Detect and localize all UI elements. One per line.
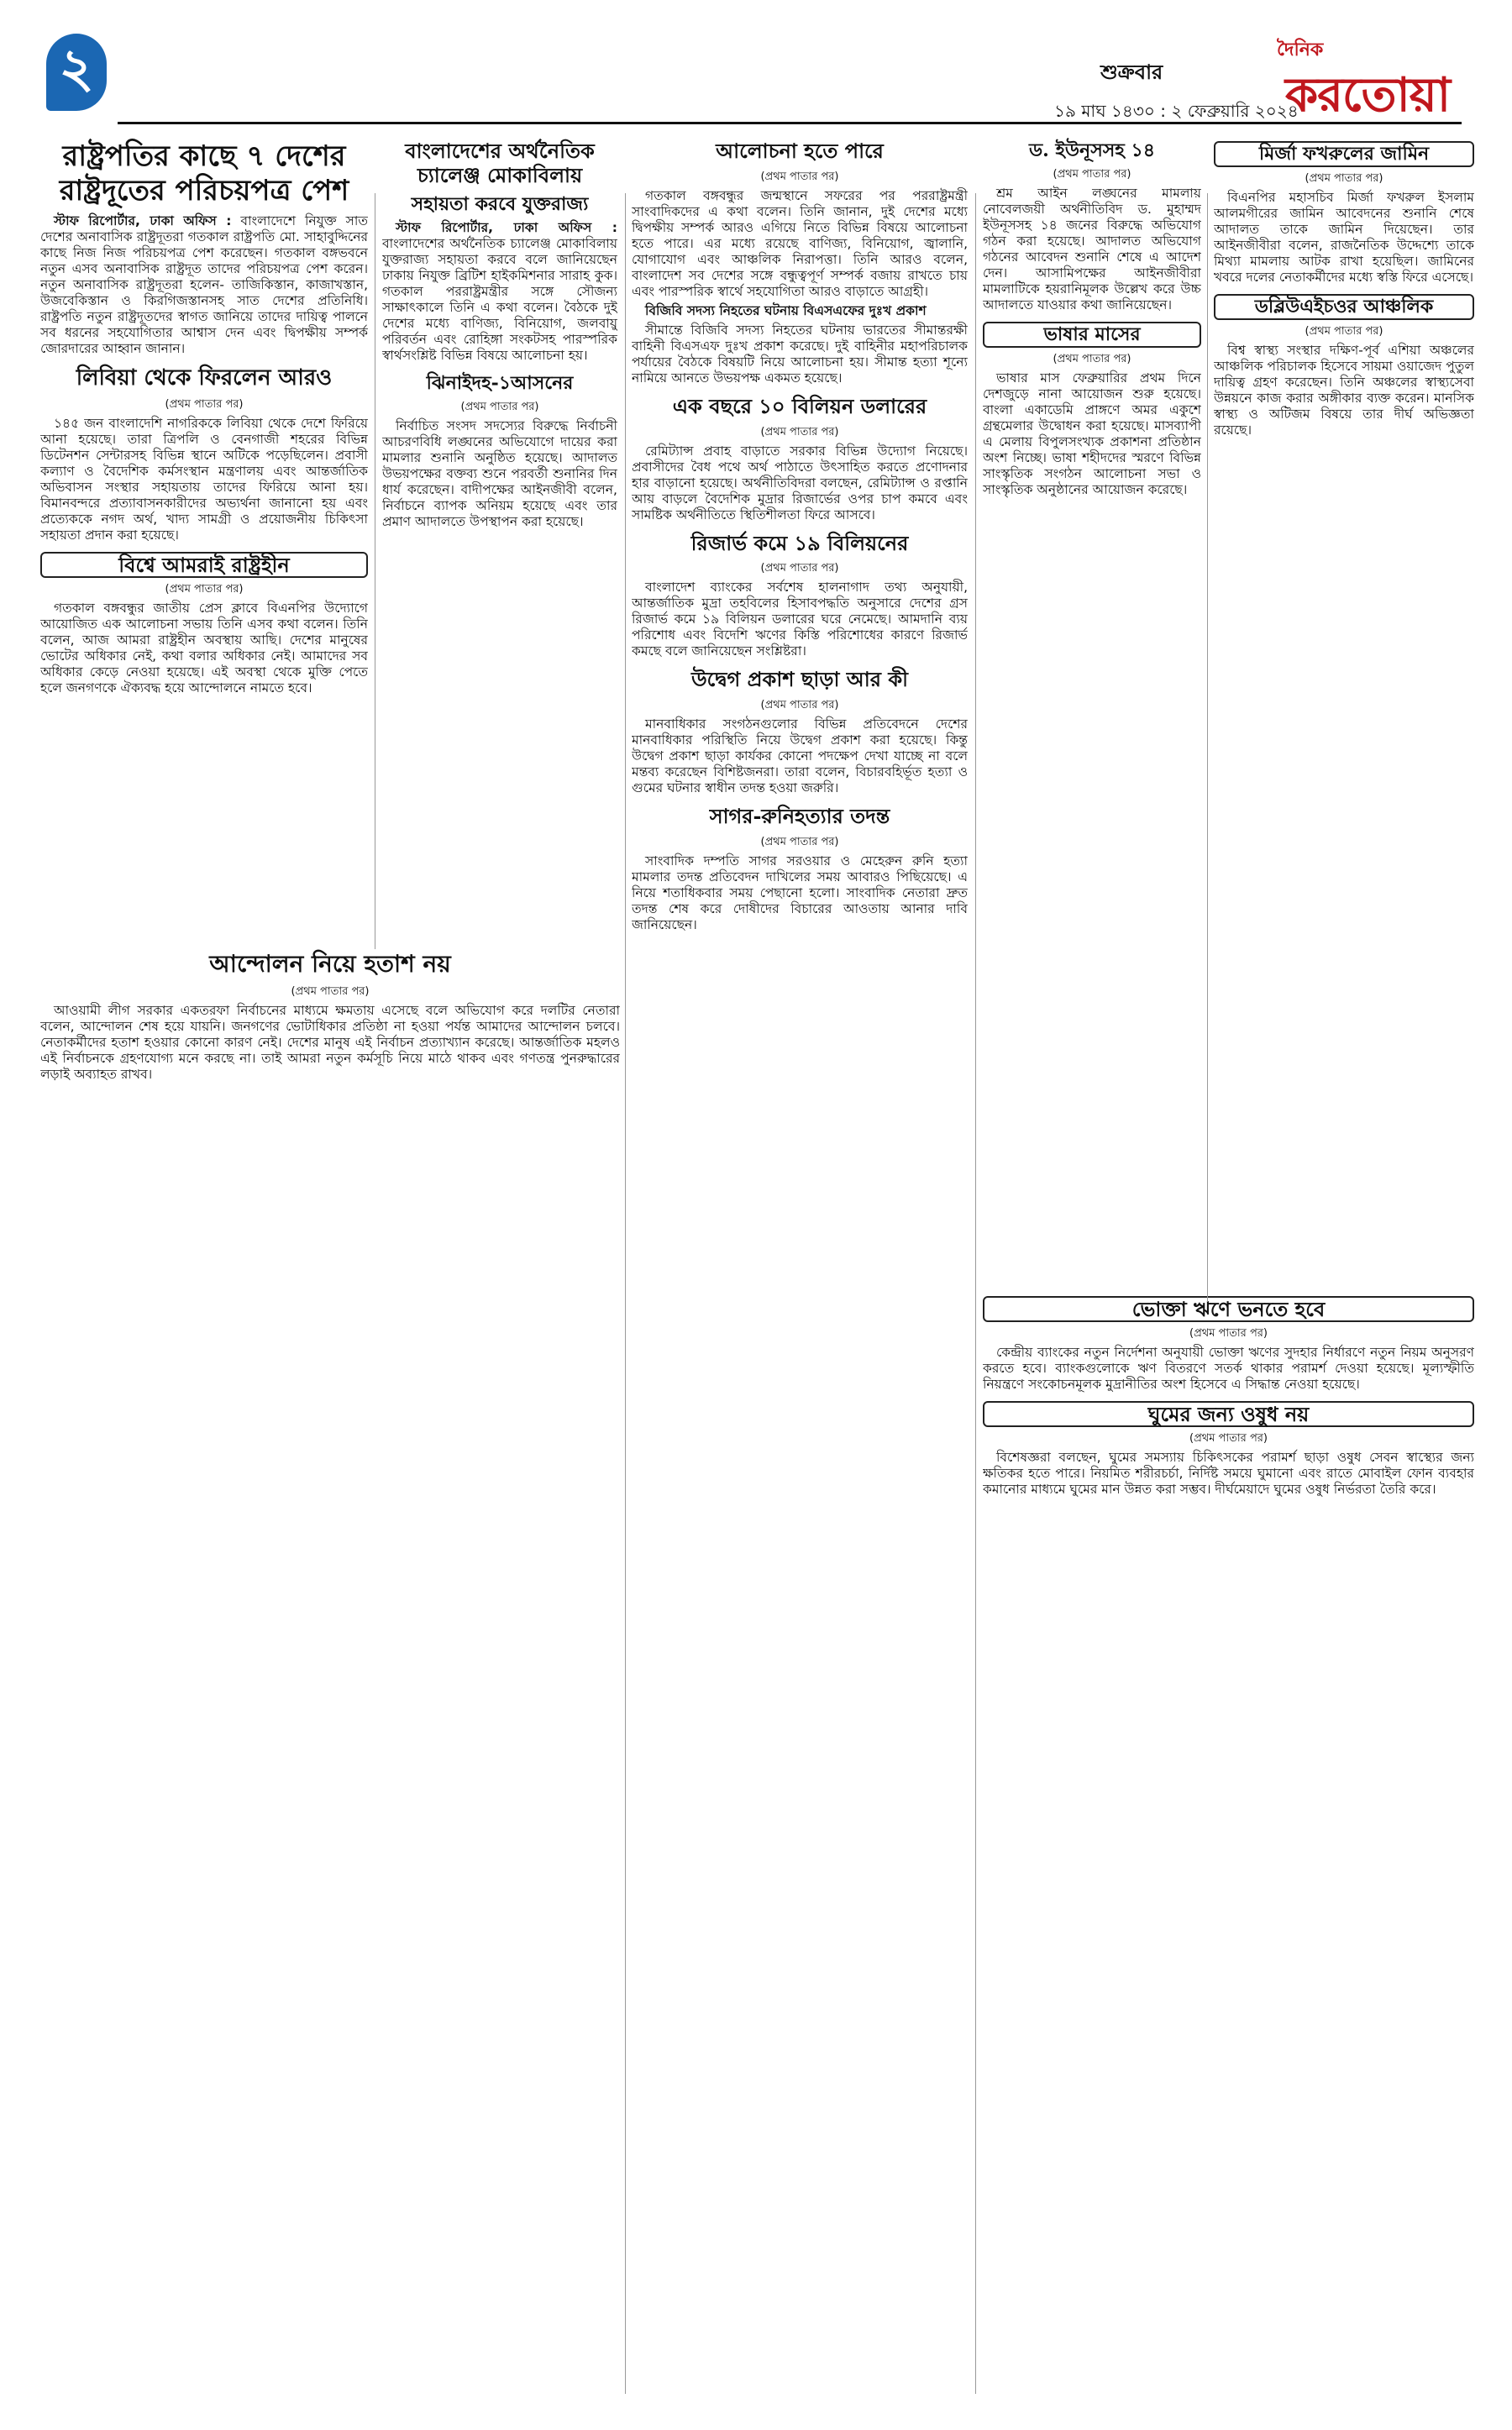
continuation-label: (প্রথম পাতার পর) — [760, 170, 839, 183]
article-yunus — [983, 139, 1201, 313]
column-divider — [625, 193, 626, 2394]
headline: রিজার্ভ কমে ১৯ বিলিয়নের — [690, 530, 909, 555]
article-body: বিএনপির মহাসচিব মির্জা ফখরুল ইসলাম আলমগীরের জামিন আবেদনের শুনানি শেষে আদালত তাকে জামিন দিয়েছেন। তার আইনজীবীরা বলেন, রাজনৈতিক উদ্দেশ্যে তাকে মিথ্যা মামলায় আটক রাখা হয়েছিল। জামিনের খবরে দলের নেতাকর্মীদের মধ্যে স্বস্তি ফিরে এসেছে। — [1214, 190, 1474, 285]
article-body: বিশ্ব স্বাস্থ্য সংস্থার দক্ষিণ-পূর্ব এশিয়া অঞ্চলের আঞ্চলিক পরিচালক হিসেবে সায়মা ওয়াজেদ পুতুল দায়িত্ব গ্রহণ করেছেন। তিনি অঞ্চলের স্বাস্থ্যসেবা উন্নয়নে কাজ করার অঙ্গীকার ব্যক্ত করেন। মানসিক স্বাস্থ্য ও অটিজম বিষয়ে তার দীর্ঘ অভিজ্ঞতা রয়েছে। — [1214, 343, 1474, 438]
logo-small-text: দৈনিক — [1277, 39, 1324, 60]
column-5 — [1214, 134, 1474, 1268]
article-body: বাংলাদেশ ব্যাংকের সর্বশেষ হালনাগাদ তথ্য অনুযায়ী, আন্তর্জাতিক মুদ্রা তহবিলের হিসাবপদ্ধতি অনুসারে দেশের গ্রস রিজার্ভ কমে ১৯ বিলিয়ন ডলারের ঘরে নেমেছে। আমদানি ব্যয় পরিশোধ এবং বিদেশি ঋণের কিস্তি পরিশোধের কারণে রিজার্ভ কমছে বলে জানিয়েছেন সংশ্লিষ্টরা। — [632, 580, 968, 659]
headline: ঘুমের জন্য ওষুধ নয় — [983, 1401, 1474, 1427]
article-body: বিশেষজ্ঞরা বলছেন, ঘুমের সমস্যায় চিকিৎসকের পরামর্শ ছাড়া ওষুধ সেবন স্বাস্থ্যের জন্য ক্ষতিকর হতে পারে। নিয়মিত শরীরচর্চা, নির্দিষ্ট সময়ে ঘুমানো এবং রাতে মোবাইল ফোন ব্যবহার কমানোর মাধ্যমে ঘুমের মান উন্নত করা সম্ভব। দীর্ঘমেয়াদে ঘুমের ওষুধ নির্ভরতা তৈরি করে। — [983, 1450, 1474, 1497]
article-body: নির্বাচিত সংসদ সদস্যের বিরুদ্ধে নির্বাচনী আচরণবিধি লঙ্ঘনের অভিযোগে দায়ের করা মামলার শুনানি অনুষ্ঠিত হয়েছে। আদালত উভয়পক্ষের বক্তব্য শুনে পরবর্তী শুনানির দিন ধার্য করেছেন। বাদীপক্ষের আইনজীবী বলেন, নির্বাচনে ব্যাপক অনিয়ম হয়েছে এবং তার প্রমাণ আদালতে উপস্থাপন করা হয়েছে। — [382, 418, 617, 530]
article-concern — [632, 668, 968, 796]
continuation-label: (প্রথম পাতার পর) — [1189, 1327, 1268, 1340]
column-divider — [975, 193, 976, 2394]
continuation-label: (প্রথম পাতার পর) — [1305, 172, 1383, 185]
headline: রাষ্ট্রপতির কাছে ৭ দেশের রাষ্ট্রদূতের পরিচয়পত্র পেশ — [59, 139, 349, 207]
headline: এক বছরে ১০ বিলিয়ন ডলারের — [672, 393, 927, 418]
article-body: শ্রম আইন লঙ্ঘনের মামলায় নোবেলজয়ী অর্থনীতিবিদ ড. মুহাম্মদ ইউনূসসহ ১৪ জনের বিরুদ্ধে অভিযোগ গঠন করা হয়েছে। আদালত অভিযোগ গঠনের আবেদন শুনানি শেষে এ আদেশ দেন। আসামিপক্ষের আইনজীবীরা মামলাটিকে হয়রানিমূলক উল্লেখ করে উচ্চ আদালতে যাওয়ার কথা জানিয়েছেন। — [983, 186, 1201, 313]
byline: স্টাফ রিপোর্টার, ঢাকা অফিস : — [396, 219, 617, 235]
article-movement — [40, 950, 620, 1083]
article-sleep — [983, 1401, 1474, 1498]
continuation-label: (প্রথম পাতার পর) — [1053, 168, 1131, 181]
article-body: কেন্দ্রীয় ব্যাংকের নতুন নির্দেশনা অনুযায়ী ভোক্তা ঋণের সুদহার নির্ধারণে নতুন নিয়ম অনুসরণ করতে হবে। ব্যাংকগুলোকে ঋণ বিতরণে সতর্ক থাকার পরামর্শ দেওয়া হয়েছে। মূল্যস্ফীতি নিয়ন্ত্রণে সংকোচনমূলক মুদ্রানীতির অংশ হিসেবে এ সিদ্ধান্ত নেওয়া হয়েছে। — [983, 1345, 1474, 1392]
article-reserve — [632, 532, 968, 660]
headline: ভোক্তা ঋণে ভনতে হবে — [983, 1296, 1474, 1322]
continuation-label: (প্রথম পাতার পর) — [165, 582, 244, 596]
masthead — [0, 0, 1512, 134]
headline: আলোচনা হতে পারে — [716, 139, 884, 163]
article-sagar-runi — [632, 805, 968, 933]
continuation-label: (প্রথম পাতার পর) — [1189, 1432, 1268, 1445]
article-body: বাংলাদেশের অর্থনৈতিক চ্যালেঞ্জ মোকাবিলায় যুক্তরাজ্য সহায়তা করবে বলে জানিয়েছেন ঢাকায় নিযুক্ত ব্রিটিশ হাইকমিশনার সারাহ কুক। গতকাল পররাষ্ট্রমন্ত্রীর সঙ্গে সৌজন্য সাক্ষাৎকালে তিনি এ কথা বলেন। বৈঠকে দুই দেশের মধ্যে বাণিজ্য, বিনিয়োগ, জলবায়ু পরিবর্তন এবং রোহিঙ্গা সংকটসহ পারস্পরিক স্বার্থসংশ্লিষ্ট বিভিন্ন বিষয়ে আলোচনা হয়। — [382, 235, 617, 363]
subsection-heading: বিজিবি সদস্য নিহতের ঘটনায় বিএসএফের দুঃখ প্রকাশ — [645, 302, 927, 318]
headline: ঝিনাইদহ-১আসনের — [426, 371, 574, 394]
article-body: গতকাল বঙ্গবন্ধুর জন্মস্থানে সফরের পর পররাষ্ট্রমন্ত্রী সাংবাদিকদের এ কথা বলেন। তিনি জানান, দুই দেশের মধ্যে দ্বিপক্ষীয় সম্পর্ক আরও এগিয়ে নিতে বিভিন্ন বিষয়ে আলোচনা হতে পারে। এর মধ্যে রয়েছে বাণিজ্য, বিনিয়োগ, জ্বালানি, যোগাযোগ এবং আঞ্চলিক নিরাপত্তা। তিনি আরও বলেন, বাংলাদেশ সব দেশের সঙ্গে বন্ধুত্বপূর্ণ সম্পর্ক বজায় রাখতে চায় এবং পারস্পরিক স্বার্থে সহযোগিতা আরও বাড়াতে আগ্রহী। — [632, 187, 968, 299]
page-number-badge: ২ — [46, 34, 107, 111]
subsection-body: সীমান্তে বিজিবি সদস্য নিহতের ঘটনায় ভারতের সীমান্তরক্ষী বাহিনী বিএসএফ দুঃখ প্রকাশ করেছে। দুই বাহিনীর মহাপরিচালক পর্যায়ের বৈঠকে বিষয়টি নিয়ে আলোচনা হয়। সীমান্ত হত্যা শূন্যে নামিয়ে আনতে উভয়পক্ষ একমত হয়েছে। — [632, 322, 968, 386]
article-body: আওয়ামী লীগ সরকার একতরফা নির্বাচনের মাধ্যমে ক্ষমতায় এসেছে বলে অভিযোগ করে দলটির নেতারা বলেন, আন্দোলন শেষ হয়ে যায়নি। জনগণের ভোটাধিকার প্রতিষ্ঠা না হওয়া পর্যন্ত আমাদের আন্দোলন চলবে। নেতাকর্মীদের হতাশ হওয়ার কোনো কারণ নেই। দেশের মানুষ এই নির্বাচন প্রত্যাখ্যান করেছে। আন্তর্জাতিক মহলও এই নির্বাচনকে গ্রহণযোগ্য মনে করছে না। তাই আমরা নতুন কর্মসূচি নিয়ে মাঠে থাকব এবং গণতন্ত্র পুনরুদ্ধারের লড়াই অব্যাহত রাখব। — [40, 1002, 620, 1082]
continuation-label: (প্রথম পাতার পর) — [165, 397, 244, 411]
headline: ডব্লিউএইচওর আঞ্চলিক — [1214, 294, 1474, 320]
article-language-month — [983, 322, 1201, 498]
continuation-label: (প্রথম পাতার পর) — [1053, 353, 1131, 366]
article-ten-billion — [632, 395, 968, 523]
headline: বিশ্বে আমরাই রাষ্ট্রহীন — [40, 552, 368, 578]
subheadline: সহায়তা করবে যুক্তরাজ্য — [411, 192, 589, 215]
continuation-label: (প্রথম পাতার পর) — [760, 699, 839, 712]
article-jhenaidah — [382, 372, 617, 530]
article-uk-support — [382, 139, 617, 364]
article-body: সাংবাদিক দম্পতি সাগর সরওয়ার ও মেহেরুন রুনি হত্যা মামলার তদন্ত প্রতিবেদন দাখিলের সময় আবারও পিছিয়েছে। এ নিয়ে শতাধিকবার সময় পেছানো হলো। সাংবাদিক নেতারা দ্রুত তদন্ত শেষ করে দোষীদের বিচারের আওতায় আনার দাবি জানিয়েছেন। — [632, 853, 968, 932]
continuation-label: (প্রথম পাতার পর) — [291, 984, 370, 998]
article-body: মানবাধিকার সংগঠনগুলোর বিভিন্ন প্রতিবেদনে দেশের মানবাধিকার পরিস্থিতি নিয়ে উদ্বেগ প্রকাশ করা হয়েছে। কিন্তু উদ্বেগ প্রকাশ ছাড়া কার্যকর কোনো পদক্ষেপ দেখা যাচ্ছে না বলে মন্তব্য করেছেন বিশিষ্টজনরা। তারা বলেন, বিচারবহির্ভূত হত্যা ও গুমের ঘটনার স্বাধীন তদন্ত হওয়া জরুরি। — [632, 716, 968, 796]
column-movement — [40, 945, 620, 2390]
article-body: বাংলাদেশে নিযুক্ত সাত দেশের অনাবাসিক রাষ্ট্রদূতরা গতকাল রাষ্ট্রপতি মো. সাহাবুদ্দিনের কাছে নিজ নিজ পরিচয়পত্র পেশ করেছেন। গতকাল বঙ্গভবনে নতুন এসব অনাবাসিক রাষ্ট্রদূত তাদের পরিচয়পত্র পেশ করেন। নতুন অনাবাসিক রাষ্ট্রদূতরা হলেন- তাজিকিস্তান, কাজাখস্তান, উজবেকিস্তান ও কিরগিজস্তানসহ সাত দেশের প্রতিনিধি। রাষ্ট্রপতি নতুন রাষ্ট্রদূতদের স্বাগত জানিয়ে তাদের দায়িত্ব পালনে সব ধরনের সহযোগিতার আশ্বাস দেন এবং দ্বিপক্ষীয় সম্পর্ক জোরদারের আহ্বান জানান। — [40, 213, 368, 356]
article-president-credentials — [40, 139, 368, 357]
continuation-label: (প্রথম পাতার পর) — [1305, 325, 1383, 338]
continuation-label: (প্রথম পাতার পর) — [760, 835, 839, 848]
article-libya-return — [40, 365, 368, 543]
article-body: ভাষার মাস ফেব্রুয়ারির প্রথম দিনে দেশজুড়ে নানা আয়োজন শুরু হয়েছে। বাংলা একাডেমি প্রাঙ্গণে অমর একুশে গ্রন্থমেলার উদ্বোধন করা হয়েছে। মাসব্যাপী এ মেলায় বিপুলসংখ্যক প্রকাশনা প্রতিষ্ঠান অংশ নিচ্ছে। ভাষা শহীদদের স্মরণে বিভিন্ন সাংস্কৃতিক সংগঠন আলোচনা সভা ও সাংস্কৃতিক অনুষ্ঠানের আয়োজন করেছে। — [983, 370, 1201, 498]
article-body: ১৪৫ জন বাংলাদেশি নাগরিককে লিবিয়া থেকে দেশে ফিরিয়ে আনা হয়েছে। তারা ত্রিপলি ও বেনগাজী শহরের বিভিন্ন ডিটেনশন সেন্টারসহ বিভিন্ন স্থানে অটিকে পড়েছিলেন। প্রবাসী কল্যাণ ও বৈদেশিক কর্মসংস্থান মন্ত্রণালয় এবং আন্তর্জাতিক অভিবাসন সংস্থার সহায়তায় তাদের ফিরিয়ে আনা হয়। বিমানবন্দরে প্রত্যাবাসনকারীদের অভ্যর্থনা জানানো হয় এবং প্রত্যেককে নগদ অর্থ, খাদ্য সামগ্রী ও প্রয়োজনীয় চিকিৎসা সহায়তা প্রদান করা হয়েছে। — [40, 415, 368, 543]
article-who-regional — [1214, 294, 1474, 438]
article-consumer-loan — [983, 1296, 1474, 1393]
column-3 — [632, 134, 968, 2402]
column-divider — [1207, 193, 1208, 1302]
issue-date: ১৯ মাঘ ১৪৩০ : ২ ফেব্রুয়ারি ২০২৪ — [1054, 101, 1299, 121]
column-2 — [382, 134, 617, 932]
column-4 — [983, 134, 1201, 1268]
continuation-label: (প্রথম পাতার পর) — [760, 425, 839, 438]
column-lower-right — [983, 1289, 1474, 2381]
newspaper-logo — [1277, 34, 1487, 123]
article-talks — [632, 139, 968, 386]
day-name: শুক্রবার — [1100, 60, 1163, 84]
article-body: রেমিট্যান্স প্রবাহ বাড়াতে সরকার বিভিন্ন উদ্যোগ নিয়েছে। প্রবাসীদের বৈধ পথে অর্থ পাঠাতে উৎসাহিত করতে প্রণোদনার হার বাড়ানো হয়েছে। অর্থনীতিবিদরা বলছেন, রেমিট্যান্স ও রপ্তানি আয় বাড়লে বৈদেশিক মুদ্রার রিজার্ভের ওপর চাপ কমবে এবং সামষ্টিক অর্থনীতিতে স্থিতিশীলতা ফিরে আসবে। — [632, 443, 968, 522]
headline: উদ্বেগ প্রকাশ ছাড়া আর কী — [690, 667, 909, 692]
continuation-label: (প্রথম পাতার পর) — [760, 562, 839, 575]
byline: স্টাফ রিপোর্টার, ঢাকা অফিস : — [54, 213, 232, 228]
continuation-label: (প্রথম পাতার পর) — [460, 401, 539, 414]
headline: ভাষার মাসের — [983, 322, 1201, 348]
headline: বাংলাদেশের অর্থনৈতিক চ্যালেঞ্জ মোকাবিলায় — [405, 139, 595, 187]
masthead-rule — [118, 122, 1462, 124]
headline: সাগর-রুনিহত্যার তদন্ত — [709, 804, 890, 829]
headline: মির্জা ফখরুলের জামিন — [1214, 141, 1474, 167]
logo-main-text: করতোয়া — [1285, 67, 1450, 123]
article-stateless — [40, 552, 368, 696]
headline: আন্দোলন নিয়ে হতাশ নয় — [209, 950, 451, 978]
article-fakhrul-bail — [1214, 141, 1474, 286]
headline: লিবিয়া থেকে ফিরলেন আরও — [76, 365, 333, 391]
article-body: গতকাল বঙ্গবন্ধুর জাতীয় প্রেস ক্লাবে বিএনপির উদ্যোগে আয়োজিত এক আলোচনা সভায় তিনি এসব কথা বলেন। তিনি বলেন, আজ আমরা রাষ্ট্রহীন অবস্থায় আছি। দেশের মানুষের ভোটের অধিকার নেই, কথা বলার অধিকার নেই। আমাদের সব অধিকার কেড়ে নেওয়া হয়েছে। এই অবস্থা থেকে মুক্তি পেতে হলে জনগণকে ঐক্যবদ্ধ হয়ে আন্দোলনে নামতে হবে। — [40, 600, 368, 695]
headline: ড. ইউনূসসহ ১৪ — [1028, 139, 1156, 161]
